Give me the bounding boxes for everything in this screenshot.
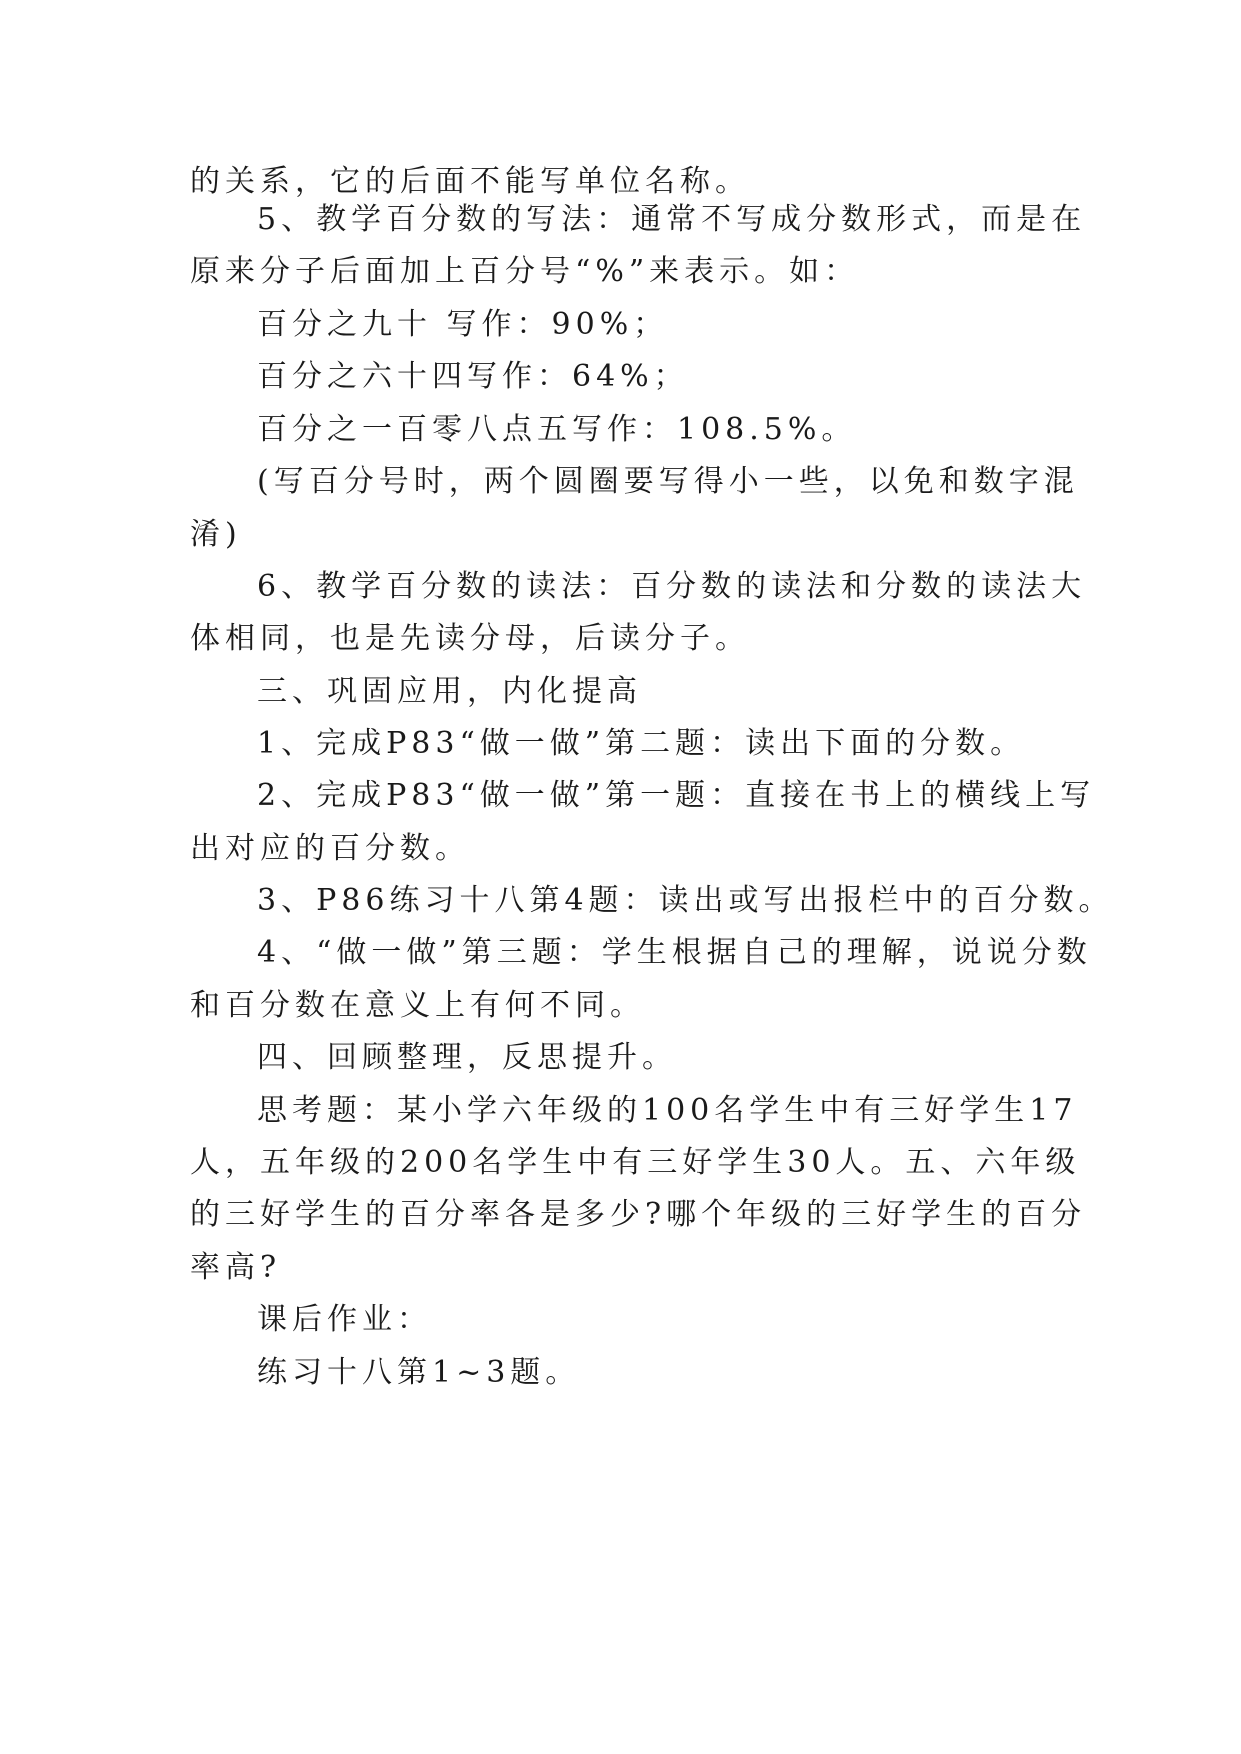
text-line: 的关系，它的后面不能写单位名称。	[190, 164, 750, 199]
text-line: 人，五年级的200名学生中有三好学生30人。五、六年级	[190, 1145, 1081, 1180]
text-line: 练习十八第1~3题。	[257, 1355, 581, 1390]
text-line: 的三好学生的百分率各是多少?哪个年级的三好学生的百分	[190, 1197, 1087, 1232]
text-line: 百分之一百零八点五写作：108.5%。	[257, 412, 857, 447]
text-line: 出对应的百分数。	[190, 831, 470, 866]
text-line: 原来分子后面加上百分号“%”来表示。如：	[190, 254, 860, 289]
text-line: 5、教学百分数的写法：通常不写成分数形式，而是在	[257, 202, 1087, 237]
text-line: 1、完成P83“做一做”第二题：读出下面的分数。	[257, 726, 1026, 761]
text-line: 率高?	[190, 1250, 282, 1285]
section-heading: 四、回顾整理，反思提升。	[257, 1040, 677, 1075]
text-line: 课后作业：	[257, 1302, 432, 1337]
text-line: 和百分数在意义上有何不同。	[190, 988, 645, 1023]
text-line: (写百分号时，两个圆圈要写得小一些，以免和数字混	[257, 464, 1079, 499]
text-line: 百分之六十四写作：64%；	[257, 359, 689, 394]
text-line: 6、教学百分数的读法：百分数的读法和分数的读法大	[257, 569, 1087, 604]
text-line: 2、完成P83“做一做”第一题：直接在书上的横线上写	[257, 778, 1096, 813]
text-line: 百分之九十 写作：90%；	[257, 307, 669, 342]
text-line: 4、“做一做”第三题：学生根据自己的理解，说说分数	[257, 935, 1092, 970]
text-line: 体相同，也是先读分母，后读分子。	[190, 621, 750, 656]
section-heading: 三、巩固应用，内化提高	[257, 674, 642, 709]
text-line: 3、P86练习十八第4题：读出或写出报栏中的百分数。	[257, 883, 1114, 918]
text-line: 思考题：某小学六年级的100名学生中有三好学生17	[257, 1093, 1078, 1128]
text-line: 淆)	[190, 517, 242, 552]
